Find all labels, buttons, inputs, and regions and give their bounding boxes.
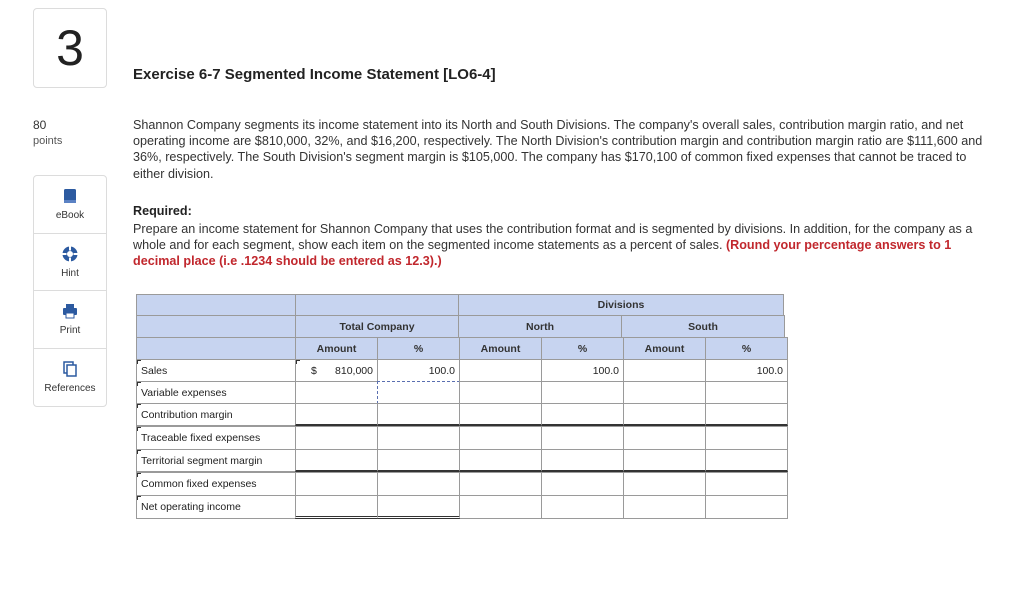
north-sales-percent-field[interactable] (541, 359, 624, 382)
header-blank-total (295, 294, 459, 316)
total-variable-percent-field[interactable] (377, 381, 460, 404)
north-variable-percent-field[interactable] (541, 381, 624, 404)
total-sales-percent-value: 100.0 (428, 364, 455, 377)
question-number-box (33, 8, 107, 88)
points-display (33, 118, 62, 147)
row-label-text: Net operating income (141, 501, 241, 513)
total-sales-percent-field[interactable] (377, 359, 460, 382)
north-cm-amount-field[interactable] (459, 403, 542, 426)
south-noi-blank (623, 495, 706, 519)
south-sales-amount-field[interactable] (623, 359, 706, 382)
header-blank-3 (136, 337, 296, 360)
south-sales-percent-field[interactable] (705, 359, 788, 382)
book-icon (61, 187, 79, 205)
required-instructions (133, 221, 983, 270)
total-traceable-amount-field[interactable] (295, 426, 378, 450)
north-segment-percent-field[interactable] (541, 449, 624, 472)
south-noi-percent-blank (705, 495, 788, 519)
south-variable-amount-field[interactable] (623, 381, 706, 404)
north-common-blank (459, 472, 542, 496)
points-value: 80 (33, 118, 47, 132)
header-blank (136, 294, 296, 316)
total-amount-header: Amount (295, 337, 378, 360)
north-sales-percent-value: 100.0 (592, 364, 619, 377)
total-cm-percent-field[interactable] (377, 403, 460, 426)
south-common-percent-blank (705, 472, 788, 496)
total-cm-amount-field[interactable] (295, 403, 378, 426)
lifebuoy-icon (61, 245, 79, 263)
ebook-label: eBook (55, 210, 85, 222)
north-traceable-percent-field[interactable] (541, 426, 624, 450)
question-number: 3 (56, 20, 84, 76)
south-variable-percent-field[interactable] (705, 381, 788, 404)
row-label-common-fixed (136, 472, 296, 496)
total-noi-percent-field[interactable] (377, 495, 460, 519)
north-cm-percent-field[interactable] (541, 403, 624, 426)
total-common-amount-field[interactable] (295, 472, 378, 496)
total-segment-amount-field[interactable] (295, 449, 378, 472)
table-row-contribution-margin (137, 403, 788, 426)
south-percent-header: % (705, 337, 788, 360)
total-noi-amount-field[interactable] (295, 495, 378, 519)
divisions-header: Divisions (458, 294, 784, 316)
row-label-contribution-margin (136, 403, 296, 426)
north-noi-blank (459, 495, 542, 519)
south-cm-percent-field[interactable] (705, 403, 788, 426)
table-row-common-fixed (137, 472, 788, 496)
required-text: Prepare an income statement for Shannon Company that uses the contribution format and is segmented by divisions. In addition, for the company as a whole and for each segment, show each item on the segmented income statements as a percent of sales. (133, 222, 973, 253)
table-row-variable-expenses (137, 381, 788, 404)
table-row-net-operating-income (137, 495, 788, 519)
south-traceable-percent-field[interactable] (705, 426, 788, 450)
south-cm-amount-field[interactable] (623, 403, 706, 426)
row-label-traceable-fixed (136, 426, 296, 450)
references-label: References (44, 383, 96, 395)
north-common-percent-blank (541, 472, 624, 496)
south-common-blank (623, 472, 706, 496)
tool-sidebar (33, 175, 107, 407)
ebook-button[interactable] (34, 176, 106, 234)
north-segment-amount-field[interactable] (459, 449, 542, 472)
table-row-sales (137, 359, 788, 382)
south-segment-percent-field[interactable] (705, 449, 788, 472)
north-percent-header: % (541, 337, 624, 360)
row-label-text: Traceable fixed expenses (141, 432, 261, 444)
total-sales-amount-field[interactable] (295, 359, 378, 382)
row-label-net-operating-income (136, 495, 296, 519)
table-row-traceable-fixed (137, 426, 788, 450)
total-common-percent-field[interactable] (377, 472, 460, 496)
total-variable-amount-field[interactable] (295, 381, 378, 404)
total-percent-header: % (377, 337, 460, 360)
header-blank-2 (136, 315, 296, 338)
table-header-row-2 (137, 315, 785, 338)
row-label-sales (136, 359, 296, 382)
documents-icon (61, 360, 79, 378)
table-header-row-3 (137, 337, 788, 360)
north-traceable-amount-field[interactable] (459, 426, 542, 450)
north-amount-header: Amount (459, 337, 542, 360)
north-header: North (458, 315, 622, 338)
required-heading: Required: (133, 204, 192, 218)
south-sales-percent-value: 100.0 (756, 364, 783, 377)
total-segment-percent-field[interactable] (377, 449, 460, 472)
exercise-title: Exercise 6-7 Segmented Income Statement [LO6-4] (133, 66, 496, 83)
south-amount-header: Amount (623, 337, 706, 360)
dollar-sign: $ (311, 364, 317, 377)
south-header: South (621, 315, 785, 338)
south-traceable-amount-field[interactable] (623, 426, 706, 450)
exercise-description: Shannon Company segments its income statement into its North and South Divisions. The company's overall sales, contribution margin ratio, and net operating income are $810,000, 32%, and $16,200, respectively. The North Division's contribution margin and contribution margin ratio are $111,600 and 36%, respectively. The South Division's segment margin is $105,000. The company has $170,100 of common fixed expenses that cannot be traced to either division. (133, 118, 983, 181)
north-sales-amount-field[interactable] (459, 359, 542, 382)
row-label-text: Territorial segment margin (141, 454, 263, 467)
row-label-text: Variable expenses (141, 386, 227, 399)
table-header-row-1 (137, 294, 784, 316)
total-traceable-percent-field[interactable] (377, 426, 460, 450)
row-label-text: Contribution margin (141, 408, 233, 421)
table-row-segment-margin (137, 449, 788, 472)
hint-label: Hint (61, 267, 79, 279)
total-company-header: Total Company (295, 315, 459, 338)
south-segment-amount-field[interactable] (623, 449, 706, 472)
total-sales-value: 810,000 (335, 364, 373, 377)
print-button[interactable] (34, 291, 106, 349)
north-variable-amount-field[interactable] (459, 381, 542, 404)
rounding-note: (Round your percentage answers to 1 decimal place (i.e .1234 should be entered as 12.3).) (133, 238, 952, 269)
row-label-text: Common fixed expenses (141, 478, 257, 490)
print-label: Print (59, 325, 81, 337)
row-label-segment-margin (136, 449, 296, 472)
hint-button[interactable] (34, 234, 106, 292)
row-label-variable-expenses (136, 381, 296, 404)
north-noi-percent-blank (541, 495, 624, 519)
printer-icon (61, 302, 79, 320)
references-button[interactable] (34, 349, 106, 407)
row-label-text: Sales (141, 364, 168, 377)
points-label: points (33, 135, 63, 147)
